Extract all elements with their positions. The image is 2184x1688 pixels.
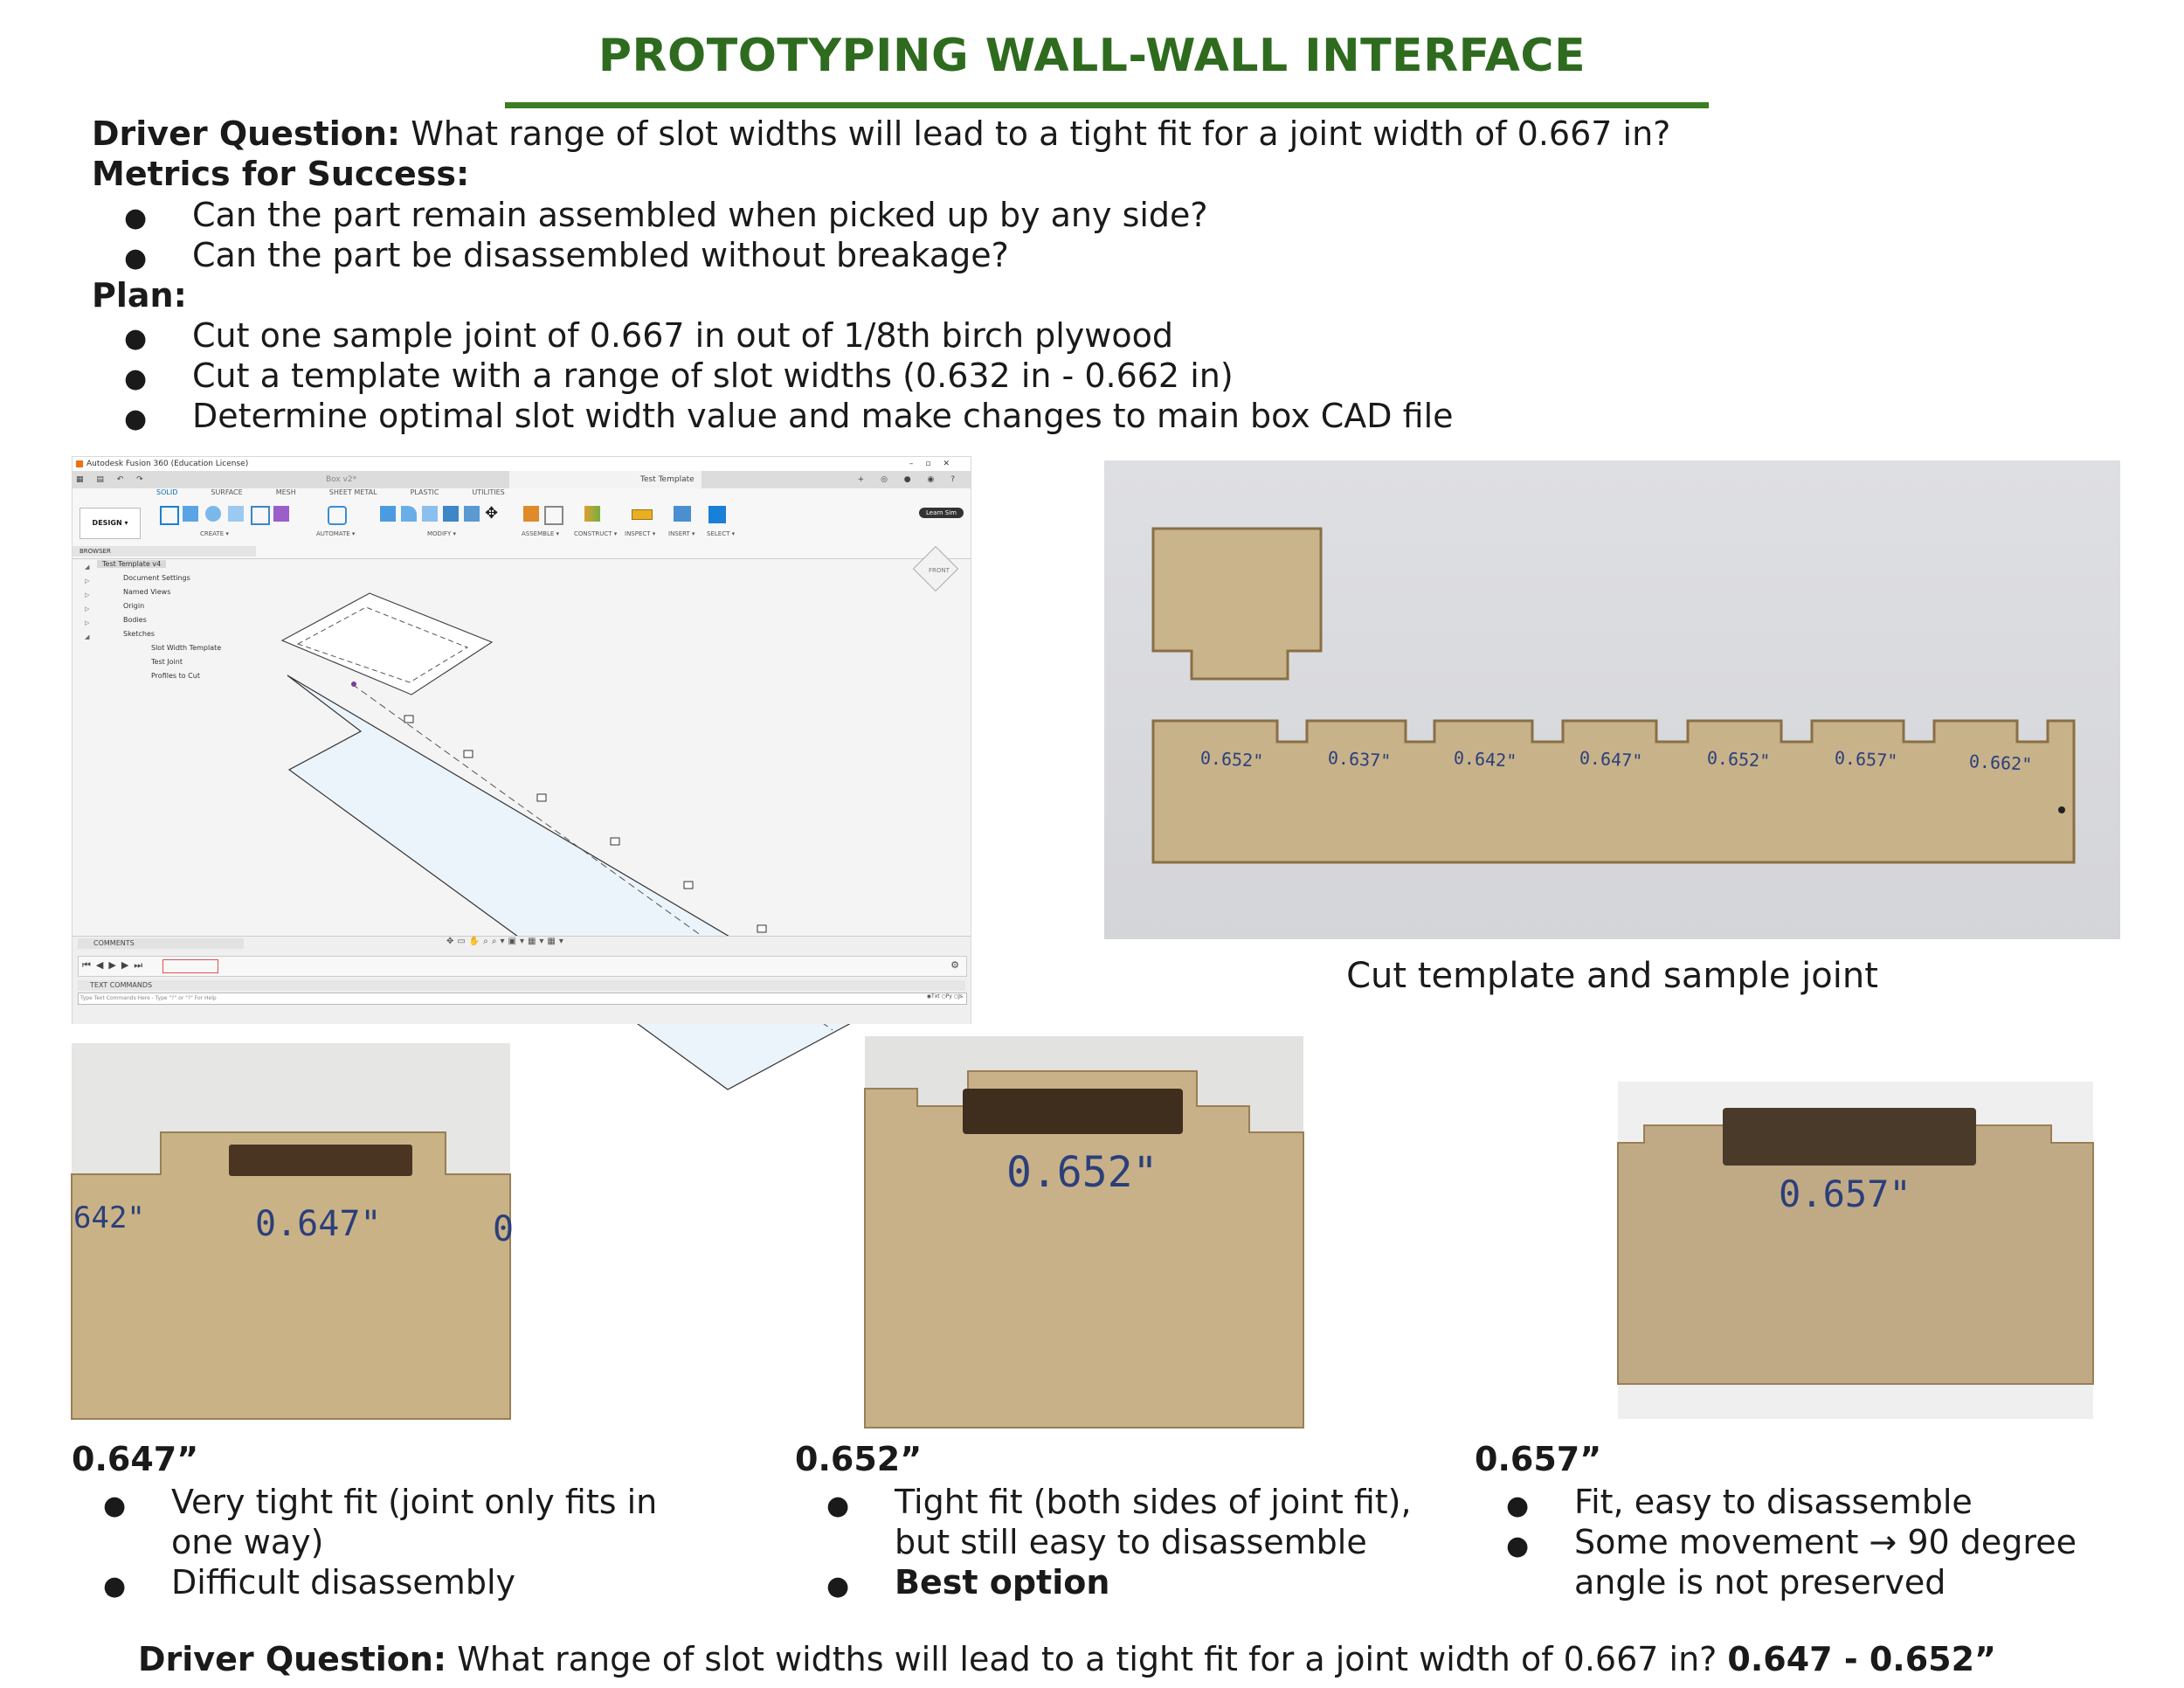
measure-icon[interactable] — [632, 509, 653, 520]
cad-window-title: Autodesk Fusion 360 (Education License) — [86, 460, 249, 468]
browser-item[interactable]: Document Settings — [123, 574, 190, 582]
timeline — [78, 956, 967, 977]
bullet: ● — [826, 1491, 850, 1521]
photo-0657 — [1618, 1082, 2093, 1419]
conclusion-label: Driver Question: — [138, 1640, 447, 1678]
browser-item[interactable]: Origin — [123, 602, 145, 610]
photo-caption: Cut template and sample joint — [1346, 956, 1878, 996]
plan-item: Determine optimal slot width value and make changes to main box CAD file — [192, 397, 1454, 435]
result-value: 0.652” — [795, 1440, 923, 1478]
text-commands-label: TEXT COMMANDS — [78, 980, 965, 991]
timeline-settings-icon[interactable]: ⚙ — [950, 959, 959, 971]
hole-icon[interactable] — [228, 506, 244, 522]
browser-item[interactable]: Bodies — [123, 616, 147, 624]
group-inspect[interactable]: INSPECT ▾ — [625, 530, 656, 537]
photo-label: 0.657" — [1779, 1173, 1911, 1215]
template-label: 0.647" — [1579, 747, 1643, 771]
photo-label: 0.647" — [255, 1204, 382, 1244]
result-value: 0.657” — [1475, 1440, 1602, 1478]
ribbon-tool-icons — [156, 502, 838, 527]
cad-titlebar — [73, 457, 971, 471]
result-item-cont: one way) — [171, 1523, 324, 1561]
conclusion — [138, 1639, 1996, 1679]
plan-heading: Plan: — [92, 276, 187, 315]
tab-test-template[interactable] — [509, 471, 702, 488]
group-select[interactable]: SELECT ▾ — [707, 530, 736, 537]
template-photo-drawing — [1104, 460, 2120, 939]
result-item: Difficult disassembly — [171, 1563, 515, 1602]
bullet: ● — [124, 404, 148, 434]
bullet: ● — [124, 323, 148, 354]
learn-button[interactable]: Learn Sim — [919, 508, 964, 518]
browser-item[interactable]: Sketches — [123, 630, 156, 638]
ribbon-tab-mesh[interactable]: MESH — [275, 488, 296, 496]
nav-bar-icons[interactable]: ✥▭✋⌕⌕▾▣▾▦▾▦▾ — [446, 937, 567, 946]
bullet: ● — [1506, 1491, 1530, 1521]
tab-test-template-label: Test Template — [640, 475, 695, 484]
template-label: 0.637" — [1327, 747, 1392, 771]
pattern-icon[interactable] — [251, 506, 270, 525]
insert-image-icon[interactable] — [674, 506, 691, 522]
bullet: ● — [826, 1571, 850, 1602]
browser-item[interactable]: Profiles to Cut — [151, 672, 200, 680]
bullet: ● — [103, 1571, 127, 1602]
group-construct[interactable]: CONSTRUCT ▾ — [574, 530, 618, 537]
bullet: ● — [124, 243, 148, 273]
driver-question-label: Driver Question: — [92, 114, 401, 153]
bullet: ● — [124, 203, 148, 233]
template-piece — [1153, 721, 2074, 862]
browser-item[interactable]: Named Views — [123, 588, 171, 596]
browser-item[interactable]: Slot Width Template — [151, 644, 222, 652]
joint-icon[interactable] — [544, 506, 563, 525]
photo-label: 0 — [493, 1209, 515, 1249]
browser-item[interactable]: Test Joint — [151, 658, 183, 666]
tab-box[interactable]: Box v2* — [326, 475, 357, 484]
comments-panel[interactable]: COMMENTS — [78, 938, 244, 949]
result-item: Tight fit (both sides of joint fit), — [895, 1483, 1412, 1521]
group-automate[interactable]: AUTOMATE ▾ — [316, 530, 356, 537]
template-label: 0.657" — [1834, 747, 1898, 771]
timeline-features[interactable] — [162, 959, 218, 973]
command-language-options[interactable]: ◉Txt ○Py ○Js — [926, 993, 963, 1000]
toolbar-icons: + ◎ ● ◉ ? — [857, 475, 962, 484]
photo-0647 — [72, 1043, 515, 1419]
revolve-icon[interactable] — [205, 506, 221, 522]
text-command-placeholder: Type Text Commands Here - Type "?" or "?" For Help — [80, 995, 217, 1001]
metric-item: Can the part be disassembled without breakage? — [192, 236, 1009, 274]
result-item-cont: angle is not preserved — [1574, 1563, 1946, 1602]
result-item-cont: but still easy to disassemble — [895, 1523, 1367, 1561]
ribbon-tabs — [156, 488, 505, 496]
ribbon-tab-plastic[interactable]: PLASTIC — [410, 488, 439, 496]
shell-icon[interactable] — [443, 506, 459, 522]
metric-item: Can the part remain assembled when picked up by any side? — [192, 196, 1208, 234]
group-insert[interactable]: INSERT ▾ — [668, 530, 695, 537]
template-label: 0.662" — [1968, 751, 2033, 775]
new-component-icon[interactable] — [523, 506, 539, 522]
sketch-point — [351, 681, 356, 687]
result-item: Very tight fit (joint only fits in — [171, 1483, 658, 1521]
cad-bottom-panel — [73, 936, 971, 1024]
result-item: Some movement → 90 degree — [1574, 1523, 2077, 1561]
create-sketch-icon[interactable] — [160, 506, 179, 525]
best-option: Best option — [895, 1563, 1110, 1602]
text-command-input[interactable] — [78, 993, 967, 1005]
title-underline — [505, 102, 1709, 108]
template-label: 0.652" — [1706, 747, 1771, 771]
driver-question-text: What range of slot widths will lead to a tight fit for a joint width of 0.667 in? — [400, 114, 1671, 153]
press-pull-icon[interactable] — [380, 506, 396, 522]
extrude-icon[interactable] — [183, 506, 198, 522]
joint-insert — [1723, 1108, 1976, 1166]
joint-insert — [963, 1089, 1183, 1134]
bullet: ● — [124, 363, 148, 394]
conclusion-answer: 0.647 - 0.652” — [1727, 1640, 1997, 1678]
chamfer-icon[interactable] — [422, 506, 438, 522]
template-body — [287, 675, 864, 1090]
driver-question — [92, 114, 1670, 154]
template-label: 0.642" — [1453, 747, 1517, 771]
plan-item: Cut a template with a range of slot widths (0.632 in - 0.662 in) — [192, 356, 1234, 395]
bullet: ● — [103, 1491, 127, 1521]
template-photo — [1104, 460, 2120, 939]
ribbon-tab-solid[interactable]: SOLID — [156, 488, 178, 496]
fillet-icon[interactable] — [401, 506, 417, 522]
window-controls-icon: –▫✕ — [909, 460, 962, 468]
result-item: Fit, easy to disassemble — [1574, 1483, 1973, 1521]
browser-expand-icons: ◢ ▷ ▷ ▷ ▷ ◢ — [85, 564, 90, 640]
workspace-dropdown[interactable]: DESIGN ▾ — [79, 508, 141, 539]
photo-0652 — [865, 1036, 1303, 1428]
ribbon-tab-surface[interactable]: SURFACE — [211, 488, 243, 496]
bullet: ● — [1506, 1531, 1530, 1561]
cad-tabbar — [73, 471, 971, 488]
group-assemble[interactable]: ASSEMBLE ▾ — [522, 530, 560, 537]
group-create[interactable]: CREATE ▾ — [200, 530, 229, 537]
group-modify[interactable]: MODIFY ▾ — [427, 530, 457, 537]
combine-icon[interactable] — [464, 506, 480, 522]
plan-item: Cut one sample joint of 0.667 in out of 1/8th birch plywood — [192, 316, 1173, 355]
photo-0657-drawing — [1618, 1082, 2093, 1419]
fusion-logo-icon — [76, 460, 83, 467]
svg-text:FRONT: FRONT — [929, 567, 950, 574]
automate-icon[interactable] — [328, 506, 347, 525]
metrics-heading: Metrics for Success: — [92, 155, 470, 193]
grid-menu-icon[interactable]: ▦ ▤ ↶ ↷ — [76, 475, 149, 484]
result-value: 0.647” — [72, 1440, 199, 1478]
select-icon[interactable] — [708, 506, 726, 523]
move-icon[interactable]: ✥ — [485, 504, 499, 522]
template-label: 0.652" — [1199, 747, 1264, 771]
ribbon-tab-utilities[interactable]: UTILITIES — [472, 488, 505, 496]
sample-joint-piece — [1153, 529, 1321, 679]
conclusion-text: What range of slot widths will lead to a tight fit for a joint width of 0.667 in? — [446, 1640, 1728, 1678]
joint-insert — [229, 1145, 412, 1176]
timeline-controls-icon[interactable]: ⏮◀▶▶⏭ — [82, 959, 149, 971]
photo-0652-drawing — [865, 1036, 1303, 1428]
page-title: PROTOTYPING WALL-WALL INTERFACE — [598, 30, 1586, 82]
cad-viewport — [73, 544, 971, 937]
construct-plane-icon[interactable] — [584, 506, 600, 522]
photo-label: 642" — [73, 1200, 145, 1235]
browser-title: BROWSER — [73, 546, 256, 557]
template-hole — [2058, 806, 2065, 813]
browser-root[interactable]: Test Template v4 — [97, 560, 166, 568]
sample-joint-body — [282, 593, 492, 695]
ribbon-tab-sheet-metal[interactable]: SHEET METAL — [328, 488, 377, 496]
photo-label: 0.652" — [1006, 1148, 1158, 1197]
cad-screenshot — [72, 456, 971, 1024]
more-create-icon[interactable] — [273, 506, 289, 522]
